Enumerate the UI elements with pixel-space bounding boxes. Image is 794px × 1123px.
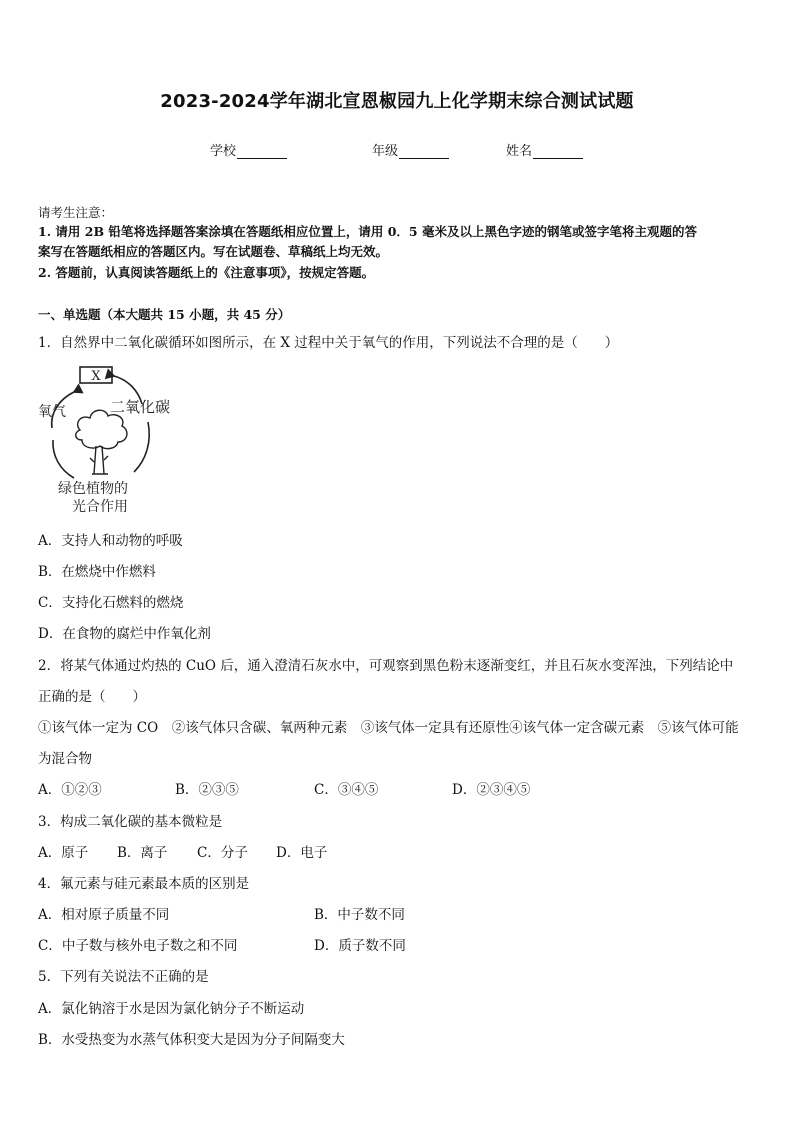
lower-right-arc	[134, 422, 149, 472]
question-2-statements-line-1: ①该气体一定为 CO ②该气体只含碳、氧两种元素 ③该气体一定具有还原性④该气体一定含碳元素 ⑤该气体可能	[38, 720, 739, 736]
question-2-statements-line-2: 为混合物	[38, 751, 92, 767]
question-2-option-a: A．①②③	[38, 782, 102, 798]
carbon-cycle-figure	[36, 362, 186, 517]
x-label: X	[91, 369, 101, 384]
name-blank	[533, 144, 583, 159]
question-5-option-a: A．氯化钠溶于水是因为氯化钠分子不断运动	[38, 1001, 305, 1017]
student-info-row	[0, 140, 794, 160]
question-3-stem: 3．构成二氧化碳的基本微粒是	[38, 814, 223, 830]
page-title: 2023-2024学年湖北宣恩椒园九上化学期末综合测试试题	[160, 91, 634, 112]
question-1-option-a: A．支持人和动物的呼吸	[38, 533, 183, 549]
question-3-option-d: D．电子	[276, 845, 328, 861]
notice-item-2: 2. 答题前，认真阅读答题纸上的《注意事项》，按规定答题。	[38, 265, 375, 280]
notice-heading: 请考生注意：	[38, 205, 114, 220]
school-label: 学校	[210, 144, 237, 159]
question-2-option-b: B．②③⑤	[175, 782, 239, 798]
question-4-option-c: C．中子数与核外电子数之和不同	[38, 938, 238, 954]
caption-line-1: 绿色植物的	[58, 481, 128, 497]
question-3-option-a: A．原子	[38, 845, 89, 861]
question-5-option-b: B．水受热变为水蒸气体积变大是因为分子间隔变大	[38, 1032, 345, 1048]
notice-item-1-line-2: 案写在答题纸相应的答题区内。写在试题卷、草稿纸上均无效。	[38, 244, 389, 259]
grade-label: 年级	[372, 144, 399, 159]
name-label: 姓名	[506, 144, 533, 159]
co2-label: 二氧化碳	[110, 398, 171, 416]
question-4-option-d: D．质子数不同	[314, 938, 406, 954]
school-field	[210, 140, 287, 159]
question-4-stem: 4．氟元素与硅元素最本质的区别是	[38, 876, 250, 892]
question-2-option-c: C．③④⑤	[314, 782, 379, 798]
question-3-option-b: B．离子	[117, 845, 168, 861]
question-5-stem: 5．下列有关说法不正确的是	[38, 969, 209, 985]
question-2-stem-line-1: 2．将某气体通过灼热的 CuO 后，通入澄清石灰水中，可观察到黑色粉末逐渐变红，并且石灰水变浑浊，下列结论中	[38, 658, 734, 674]
question-1-option-d: D．在食物的腐烂中作氧化剂	[38, 626, 211, 642]
tree-icon	[76, 410, 127, 474]
question-1-option-c: C．支持化石燃料的燃烧	[38, 595, 184, 611]
question-2-stem-line-2: 正确的是（ ）	[38, 689, 146, 705]
oxygen-label: 氧气	[38, 404, 66, 420]
grade-field	[372, 140, 449, 159]
caption-line-2: 光合作用	[72, 499, 128, 515]
carbon-cycle-diagram	[36, 362, 186, 517]
question-1-stem: 1．自然界中二氧化碳循环如图所示，在 X 过程中关于氧气的作用，下列说法不合理的是（ ）	[38, 335, 619, 351]
question-4-option-b: B．中子数不同	[314, 907, 405, 923]
question-1-option-b: B．在燃烧中作燃料	[38, 564, 156, 580]
notice-item-1-line-1: 1. 请用 2B 铅笔将选择题答案涂填在答题纸相应位置上，请用 0．5 毫米及以上黑色字迹的钢笔或签字笔将主观题的答	[38, 224, 697, 239]
question-3-option-c: C．分子	[197, 845, 248, 861]
section-heading: 一、单选题（本大题共 15 小题，共 45 分）	[38, 307, 291, 322]
school-blank	[237, 144, 287, 159]
lower-left-arc	[53, 440, 74, 478]
question-2-option-d: D．②③④⑤	[452, 782, 531, 798]
question-4-option-a: A．相对原子质量不同	[38, 907, 170, 923]
grade-blank	[399, 144, 449, 159]
name-field	[506, 140, 583, 159]
